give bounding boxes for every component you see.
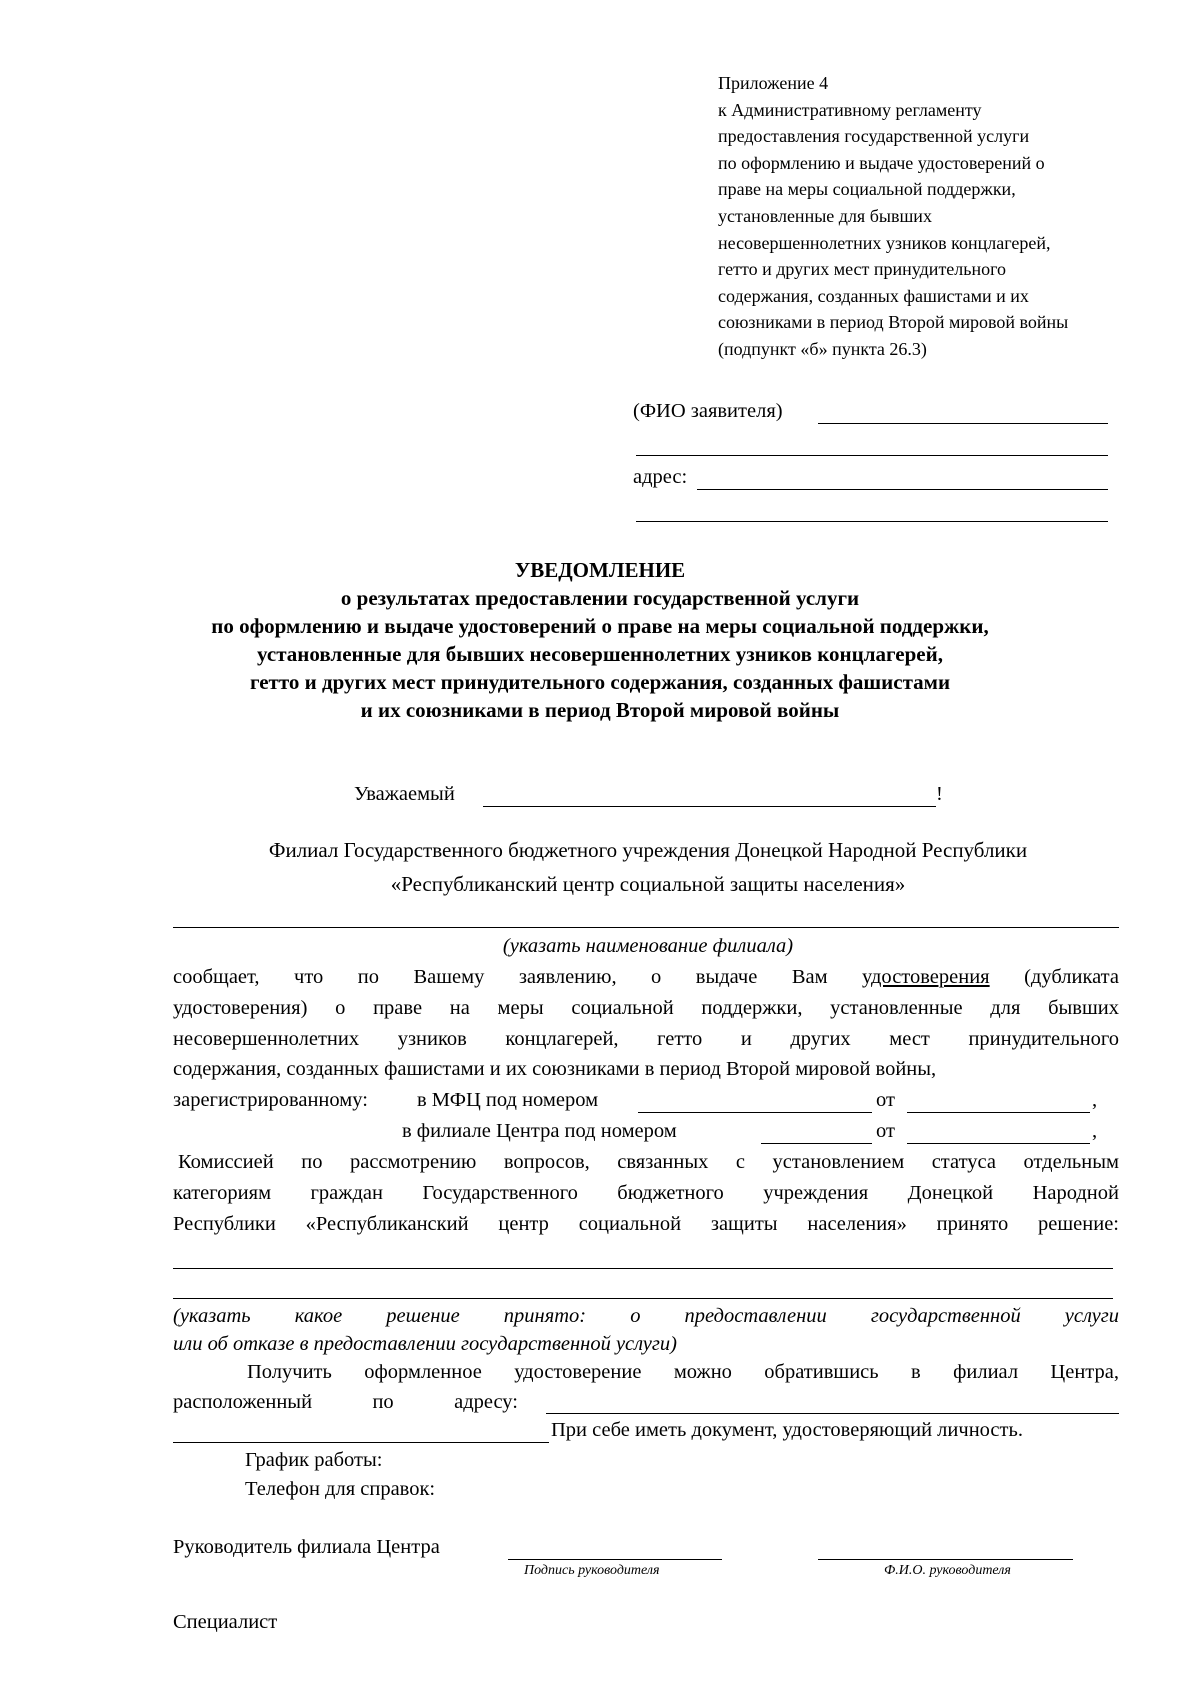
- branch-line-2: «Республиканский центр социальной защиты населения»: [390, 872, 906, 896]
- commission-line-2: категориям граждан Государственного бюджетного учреждения Донецкой Народной: [173, 1182, 1119, 1204]
- head-fio-field[interactable]: [818, 1559, 1073, 1560]
- decision-field-2[interactable]: [173, 1298, 1113, 1299]
- phone-label: Телефон для справок:: [245, 1478, 436, 1500]
- body-text: сообщает, что по Вашему заявлению, о выдаче Вам: [173, 966, 863, 988]
- get-line-2: расположенный по адресу:: [173, 1391, 518, 1413]
- notice-heading: УВЕДОМЛЕНИЕ: [514, 558, 686, 582]
- greeting-name-field[interactable]: [483, 806, 936, 807]
- appendix-line: союзниками в период Второй мировой войны: [718, 312, 1069, 333]
- notice-title-line: гетто и других мест принудительного содержания, созданных фашистами: [249, 670, 951, 694]
- applicant-address-field[interactable]: [697, 489, 1108, 490]
- appendix-line: содержания, созданных фашистами и их: [718, 285, 1029, 306]
- body-line-1: [173, 966, 1119, 989]
- registered-label: зарегистрированному:: [173, 1089, 368, 1111]
- branch-comma: ,: [1092, 1120, 1098, 1142]
- head-label: Руководитель филиала Центра: [173, 1536, 440, 1558]
- schedule-label: График работы:: [245, 1449, 383, 1471]
- applicant-fio-field-2[interactable]: [636, 455, 1108, 456]
- appendix-block: [718, 70, 1068, 363]
- body-line-2: удостоверения) о праве на меры социальной поддержки, установленные для бывших: [173, 997, 1119, 1019]
- branch-from-label: от: [876, 1120, 895, 1142]
- applicant-address-field-2[interactable]: [636, 521, 1108, 522]
- signature-hint: Подпись руководителя: [524, 1563, 660, 1578]
- get-line-1: Получить оформленное удостоверение можно обратившись в филиал Центра,: [247, 1361, 1119, 1383]
- specialist-label: Специалист: [173, 1611, 278, 1633]
- notice-title-line: по оформлению и выдаче удостоверений о праве на меры социальной поддержки,: [211, 614, 989, 638]
- branch-address-field[interactable]: [546, 1413, 1119, 1414]
- body-text: (дубликата: [989, 966, 1119, 988]
- body-underlined-word: удостоверения: [862, 966, 990, 988]
- mfc-comma: ,: [1092, 1089, 1098, 1111]
- branch-hint: (указать наименование филиала): [502, 935, 794, 957]
- body-line-3: несовершеннолетних узников концлагерей, гетто и других мест принудительного: [173, 1028, 1119, 1050]
- applicant-address-label: адрес:: [633, 466, 688, 488]
- applicant-fio-field[interactable]: [818, 423, 1108, 424]
- appendix-line: по оформлению и выдаче удостоверений о: [718, 152, 1045, 173]
- decision-hint-2: или об отказе в предоставлении государственной услуги): [173, 1333, 677, 1355]
- branch-date-field[interactable]: [907, 1143, 1090, 1144]
- appendix-line: Приложение 4: [718, 73, 829, 93]
- branch-address-field-2[interactable]: [173, 1442, 549, 1443]
- notice-title-line: установленные для бывших несовершеннолетних узников концлагерей,: [257, 642, 943, 666]
- commission-line-1: Комиссией по рассмотрению вопросов, связанных с установлением статуса отдельным: [178, 1151, 1119, 1173]
- applicant-fio-label: (ФИО заявителя): [633, 400, 783, 422]
- mfc-date-field[interactable]: [907, 1112, 1090, 1113]
- appendix-line: установленные для бывших: [718, 205, 932, 226]
- decision-field-1[interactable]: [173, 1268, 1113, 1269]
- body-line-4: содержания, созданных фашистами и их союзниками в период Второй мировой войны,: [173, 1058, 937, 1080]
- branch-line-1: Филиал Государственного бюджетного учреждения Донецкой Народной Республики: [268, 838, 1028, 862]
- appendix-line: к Административному регламенту: [718, 99, 982, 120]
- notice-title: [0, 556, 1200, 724]
- mfc-from-label: от: [876, 1089, 895, 1111]
- branch-name-field[interactable]: [173, 927, 1119, 928]
- signature-field[interactable]: [508, 1559, 722, 1560]
- appendix-line: несовершеннолетних узников концлагерей,: [718, 232, 1051, 253]
- branch-number-field[interactable]: [761, 1143, 872, 1144]
- mfc-number-field[interactable]: [638, 1112, 872, 1113]
- greeting-label: Уважаемый: [354, 783, 455, 805]
- commission-line-3: Республики «Республиканский центр социальной защиты населения» принято решение:: [173, 1213, 1119, 1235]
- appendix-line: праве на меры социальной поддержки,: [718, 179, 1016, 200]
- appendix-line: предоставления государственной услуги: [718, 126, 1030, 147]
- notice-title-line: и их союзниками в период Второй мировой войны: [360, 698, 840, 722]
- greeting-exclamation: !: [936, 783, 943, 805]
- mfc-label: в МФЦ под номером: [417, 1089, 599, 1111]
- appendix-line: гетто и других мест принудительного: [718, 259, 1007, 280]
- appendix-line: (подпункт «б» пункта 26.3): [718, 338, 927, 359]
- branch-reg-label: в филиале Центра под номером: [402, 1120, 677, 1142]
- id-doc-note: При себе иметь документ, удостоверяющий личность.: [551, 1419, 1023, 1441]
- notice-title-line: о результатах предоставлении государственной услуги: [340, 586, 860, 610]
- head-fio-hint: Ф.И.О. руководителя: [884, 1563, 1011, 1578]
- decision-hint-1: (указать какое решение принято: о предоставлении государственной услуги: [173, 1305, 1119, 1327]
